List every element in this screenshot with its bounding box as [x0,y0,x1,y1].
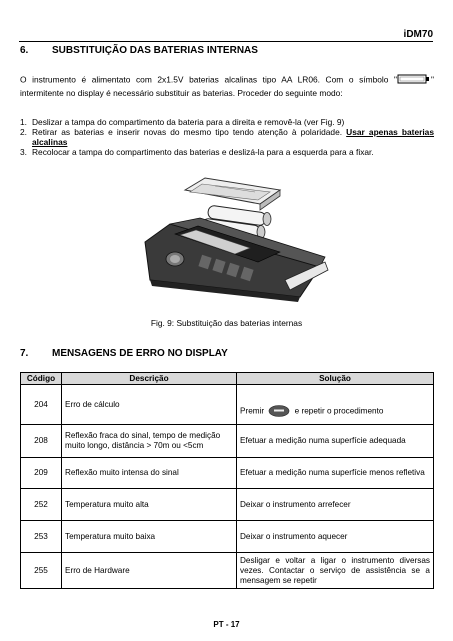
row-description: Reflexão fraca do sinal, tempo de medição muito longo, distância > 70m ou <5cm [62,425,237,458]
table-row [21,458,434,489]
row-code: 204 [21,385,62,425]
step-3 [20,147,434,157]
row-solution: Efetuar a medição numa superfície adequada [237,425,434,458]
battery-cover [185,178,280,210]
step-2 [20,127,434,147]
battery-replacement-illustration [130,172,330,307]
step-2-emphasis: Usar apenas baterias alcalinas [32,127,435,147]
error-messages-table [20,372,434,589]
header-description: Descrição [62,373,237,385]
intro-text-after: " intermitente no display é necessário substituir as baterias. Proceder do seguinte modo: [20,74,434,98]
figure-caption: Fig. 9: Substituição das baterias internas [150,318,303,328]
row-solution: Deixar o instrumento aquecer [237,521,434,553]
row-description: Temperatura muito baixa [62,521,237,553]
table-row [21,489,434,521]
solution-text-before: Premir [240,406,265,416]
row-solution: Deixar o instrumento arrefecer [237,489,434,521]
row-code: 252 [21,489,62,521]
step-3-text: Recolocar a tampa do compartimento das baterias e deslizá-la para a esquerda para a fixar. [32,147,374,157]
step-1-number: 1. [20,117,27,127]
solution-text-after: e repetir o procedimento [294,406,384,416]
instrument-body [145,218,328,302]
row-code: 255 [21,553,62,589]
section7-number: 7. [20,348,29,359]
section6-intro [20,73,434,99]
row-solution: Desligar e voltar a ligar o instrumento diversas vezes. Contactar o serviço de assistência se a mensagem se repetir [237,553,434,589]
section6-title: SUBSTITUIÇÃO DAS BATERIAS INTERNAS [52,45,258,56]
row-description: Temperatura muito alta [62,489,237,521]
section6-steps [20,117,434,157]
row-solution: Efetuar a medição numa superfície menos refletiva [237,458,434,489]
row-code: 208 [21,425,62,458]
row-description: Erro de Hardware [62,553,237,589]
intro-text-before: O instrumento é alimentato com 2x1.5V baterias alcalinas tipo AA LR06. Com o símbolo " [20,74,398,85]
row-code: 209 [21,458,62,489]
step-2-text: Retirar as baterias e inserir novas do mesmo tipo tendo atenção à polaridade. [32,127,347,137]
row-description: Erro de cálculo [62,385,237,425]
step-2-number: 2. [20,127,27,137]
meas-button-icon [268,403,290,420]
table-header-row [21,373,434,385]
header-code: Código [21,373,62,385]
step-1 [20,117,434,127]
row-code: 253 [21,521,62,553]
table-row [21,425,434,458]
header-model: iDM70 [403,29,433,40]
battery-low-icon [397,73,431,88]
table-row [21,553,434,589]
header-solution: Solução [237,373,434,385]
section6-number: 6. [20,45,29,56]
step-3-number: 3. [20,147,27,157]
page-number: PT - 17 [213,620,240,629]
row-description: Reflexão muito intensa do sinal [62,458,237,489]
table-row [21,521,434,553]
table-row [21,385,434,425]
header-rule [19,41,433,42]
section7-title: MENSAGENS DE ERRO NO DISPLAY [52,348,228,359]
step-1-text: Deslizar a tampa do compartimento da bateria para a direita e removê-la (ver Fig. 9) [32,117,345,127]
row-solution [237,385,434,425]
